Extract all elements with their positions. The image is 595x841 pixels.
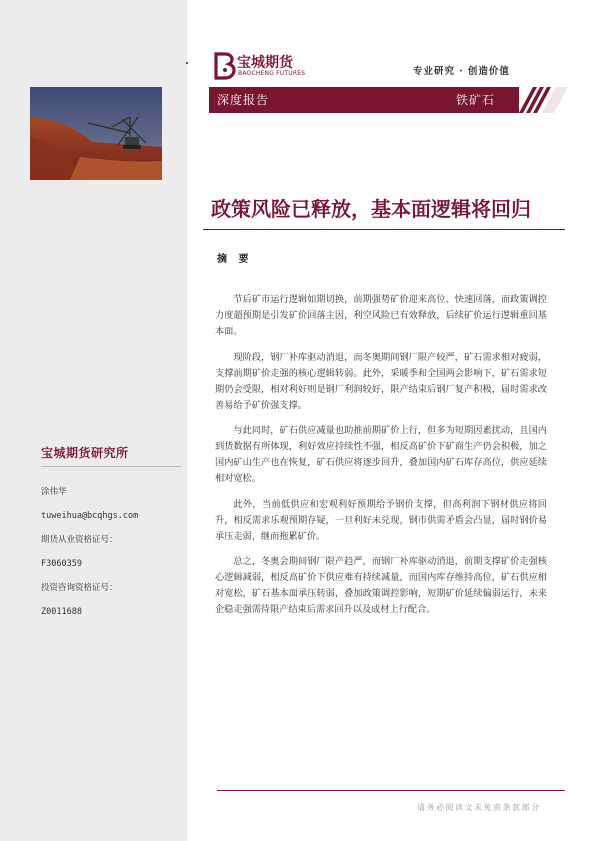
abstract-paragraph: 与此同时，矿石供应减量也助推前期矿价上行，但多为短期因素扰动，且国内到货数据有所体现，利好效应持续性不强，相反高矿价下矿商生产仍会积极，加之国内矿山生产也在恢复，矿石供应将逐步回升，叠加国内矿石库存高位，供应延续相对宽松。 (215, 425, 547, 484)
brand-logo (213, 52, 313, 80)
analyst-name: 涂伟华 (41, 487, 67, 497)
org-name: 宝城期货研究所 (41, 446, 129, 460)
footer-divider (217, 790, 565, 791)
futures-cert-number: F3060359 (41, 559, 82, 569)
abstract-paragraph: 现阶段，钢厂补库驱动消退，而冬奥期间钢厂限产较严，矿石需求相对疲弱，支撑前期矿价走强的核心逻辑转弱。此外，采暖季和全国两会影响下，矿石需求短期仍会受限，相对利好则是钢厂利润较好，限产结束后钢厂复产积极，届时需求改善易给予矿价强支撑。 (215, 351, 547, 411)
abstract-paragraph: 总之，冬奥会期间钢厂限产趋严，而钢厂补库驱动消退，前期支撑矿价走强核心逻辑减弱，相反高矿价下供应难有持续减量，而国内库存维持高位，矿石供应相对宽松，矿石基本面承压转弱，叠加政策调控影响，短期矿价延续偏弱运行，未来企稳走强需待限产结束后需求回升以及成材上行配合。 (215, 556, 547, 615)
crop-mark (186, 62, 188, 64)
title-divider (203, 229, 565, 230)
commodity-label: 铁矿石 (456, 93, 496, 107)
brand-name-cn: 宝城期货 (237, 55, 293, 71)
brand-name-en: BAOCHENG FUTURES (238, 70, 306, 77)
brand-mark-icon (213, 52, 237, 80)
invest-cert-number: Z0011688 (41, 607, 82, 617)
abstract-paragraph: 此外，当前低供应和宏观利好预期给予钢价支撑，但高利润下钢材供应将回升，相反需求乐观预期存疑，一旦利好未兑现，钢市供需矛盾会凸显，届时钢价易承压走弱，继而拖累矿价。 (215, 498, 547, 542)
analyst-email[interactable]: tuweihua@bcqhgs.com (41, 511, 139, 521)
sidebar-divider (41, 466, 181, 467)
footer-disclaimer: 请务必阅读文末免责条款部分 (417, 803, 541, 812)
abstract-heading: 摘 要 (217, 254, 253, 265)
abstract-body (215, 292, 547, 628)
report-title: 政策风险已释放，基本面逻辑将回归 (211, 197, 531, 221)
brand-slogan: 专业研究 · 创造价值 (413, 66, 510, 77)
invest-cert-label: 投资咨询资格证号： (41, 583, 118, 593)
report-type-label: 深度报告 (217, 93, 270, 107)
hero-image (30, 87, 162, 180)
banner-stripes (517, 87, 567, 113)
abstract-paragraph: 节后矿市运行逻辑如期切换，前期强势矿价迎来高位、快速回落，而政策调控力度超预期是引发矿价回落主因，利空风险已有效释放，后续矿价运行逻辑重回基本面。 (215, 294, 547, 337)
futures-cert-label: 期货从业资格证号： (41, 535, 118, 545)
